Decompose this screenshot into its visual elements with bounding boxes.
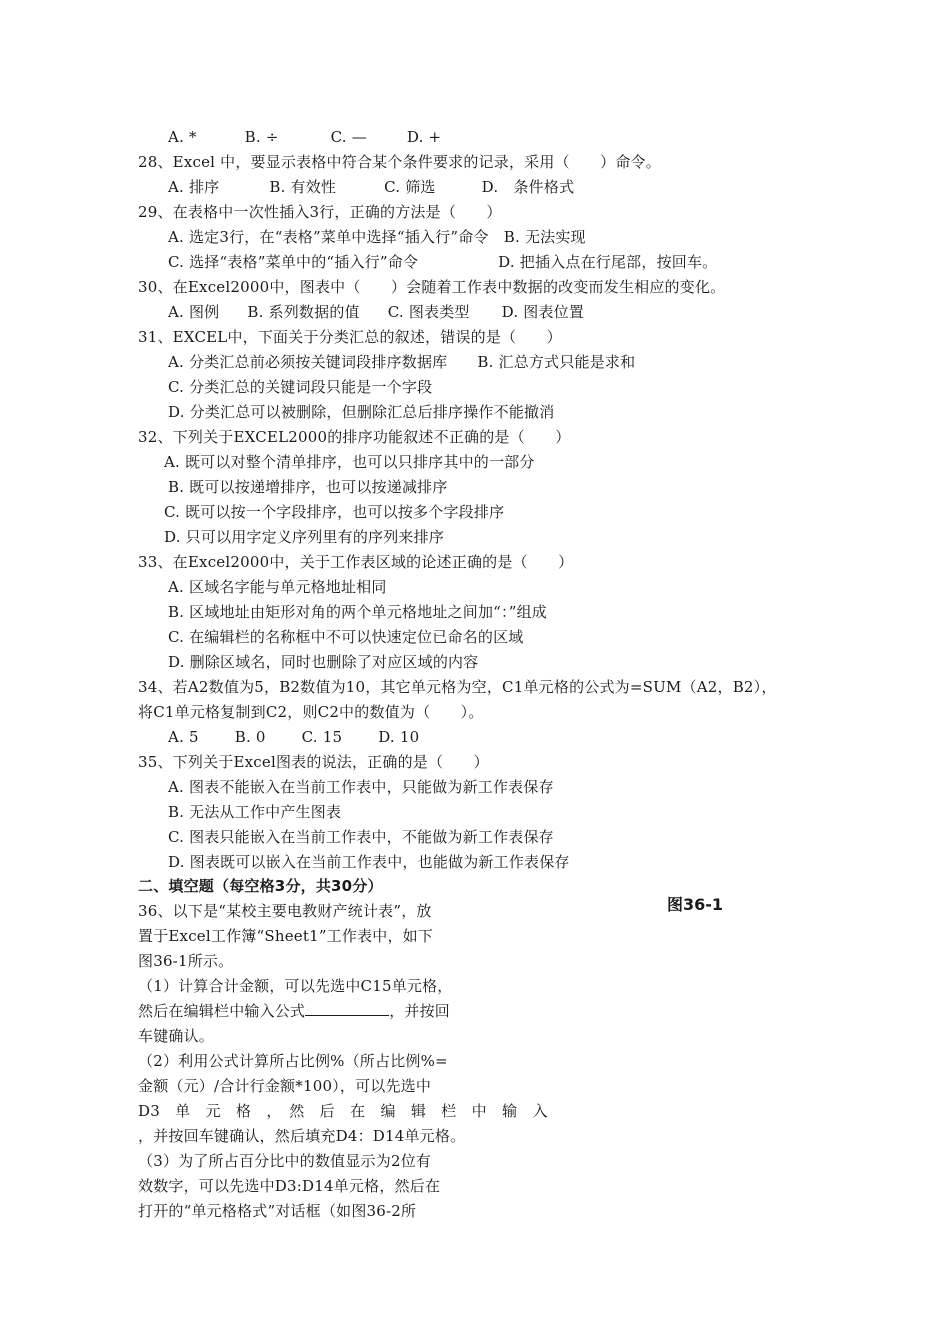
q36-line-12: 效数字，可以先选中D3:D14单元格，然后在 [138,1177,441,1195]
q27-option-b: B. ÷ [244,128,279,146]
q30-option-b: B. 系列数据的值 [247,303,360,321]
q27-options [168,127,441,147]
q29-option-d: D. 把插入点在行尾部，按回车。 [498,253,718,271]
q31-stem: 31、EXCEL中，下面关于分类汇总的叙述，错误的是（ ） [138,328,562,346]
q30-option-c: C. 图表类型 [387,303,470,321]
q34-option-b: B. 0 [234,728,266,746]
q36-line-8: 金额（元）/合计行金额*100），可以先选中 [138,1077,432,1095]
q36-line-3: 图36-1所示。 [138,952,234,970]
q32-stem: 32、下列关于EXCEL2000的排序功能叙述不正确的是（ ） [138,428,571,446]
q35-option-d: D. 图表既可以嵌入在当前工作表中，也能做为新工作表保存 [168,853,570,871]
q29-stem: 29、在表格中一次性插入3行，正确的方法是（ ） [138,203,502,221]
answer-blank [305,1001,389,1016]
q29-option-c: C. 选择“表格”菜单中的“插入行”命令 [168,253,419,271]
q36-line-13: 打开的“单元格格式”对话框（如图36-2所 [138,1202,417,1220]
q33-stem: 33、在Excel2000中，关于工作表区域的论述正确的是（ ） [138,553,574,571]
q34-option-c: C. 15 [301,728,343,746]
q36-line-11: （3）为了所占百分比中的数值显示为2位有 [138,1152,432,1170]
q28-option-d: D. 条件格式 [481,178,575,196]
q31-option-d: D. 分类汇总可以被删除，但删除汇总后排序操作不能撤消 [168,403,555,421]
q34-option-d: D. 10 [378,728,420,746]
figure-label: 图36-1 [667,895,724,914]
q34-option-a: A. 5 [168,728,199,746]
q36-line-2: 置于Excel工作簿“Sheet1”工作表中，如下 [138,927,434,945]
q28-stem: 28、Excel 中，要显示表格中符合某个条件要求的记录，采用（ ）命令。 [138,153,661,171]
q32-option-d: D. 只可以用字定义序列里有的序列来排序 [164,528,445,546]
q30-option-d: D. 图表位置 [501,303,585,321]
q35-stem: 35、下列关于Excel图表的说法，正确的是（ ） [138,753,489,771]
q36-line-5 [138,1001,450,1021]
q30-stem: 30、在Excel2000中，图表中（ ）会随着工作表中数据的改变而发生相应的变化。 [138,278,726,296]
q34-stem-line1: 34、若A2数值为5，B2数值为10，其它单元格为空，C1单元格的公式为=SUM（A2，B2）， [138,678,777,696]
q36-line-1: 36、以下是“某校主要电教财产统计表”，放 [138,902,432,920]
q36-line-5-text: 然后在编辑栏中输入公式 [138,1002,306,1020]
q36-line-10: ，并按回车键确认，然后填充D4：D14单元格。 [138,1127,466,1145]
q32-option-c: C. 既可以按一个字段排序，也可以按多个字段排序 [164,503,505,521]
q34-stem-line2: 将C1单元格复制到C2，则C2中的数值为（ ）。 [138,703,484,721]
q32-option-a: A. 既可以对整个清单排序，也可以只排序其中的一部分 [164,453,535,471]
q29-line1: A. 选定3行，在“表格”菜单中选择“插入行”命令 B. 无法实现 [168,228,586,246]
q31-option-c: C. 分类汇总的关键词段只能是一个字段 [168,378,433,396]
q30-options [168,302,584,322]
q32-option-b: B. 既可以按递增排序，也可以按递减排序 [168,478,448,496]
q34-options [168,727,419,747]
q28-option-a: A. 排序 [168,178,220,196]
q27-option-a: A. * [168,128,197,146]
q35-option-c: C. 图表只能嵌入在当前工作表中，不能做为新工作表保存 [168,828,554,846]
q29-line2 [168,252,717,272]
q28-option-b: B. 有效性 [269,178,337,196]
q33-option-b: B. 区域地址由矩形对角的两个单元格地址之间加“：”组成 [168,603,547,621]
q28-options [168,177,574,197]
q36-line-7: （2）利用公式计算所占比例%（所占比例%= [138,1052,448,1070]
q33-option-d: D. 删除区域名，同时也删除了对应区域的内容 [168,653,479,671]
q33-option-a: A. 区域名字能与单元格地址相同 [168,578,387,596]
q36-line-6: 车键确认。 [138,1027,215,1045]
q27-option-d: D. + [406,128,442,146]
q36-line-4: （1）计算合计金额，可以先选中C15单元格， [138,977,453,995]
q27-option-c: C. — [330,128,367,146]
q31-option-b: B. 汇总方式只能是求和 [477,353,636,371]
q36-line-5-end: ，并按回 [389,1002,451,1020]
q30-option-a: A. 图例 [168,303,220,321]
q35-option-a: A. 图表不能嵌入在当前工作表中，只能做为新工作表保存 [168,778,554,796]
q36-line-9: D3 单 元 格 ， 然 后 在 编 辑 栏 中 输 入 [138,1102,548,1120]
q28-option-c: C. 筛选 [384,178,436,196]
section-heading: 二、填空题（每空格3分，共30分） [138,877,383,895]
q35-option-b: B. 无法从工作中产生图表 [168,803,342,821]
q31-line-ab [168,352,635,372]
q31-option-a: A. 分类汇总前必须按关键词段排序数据库 [168,353,448,371]
q33-option-c: C. 在编辑栏的名称框中不可以快速定位已命名的区域 [168,628,524,646]
